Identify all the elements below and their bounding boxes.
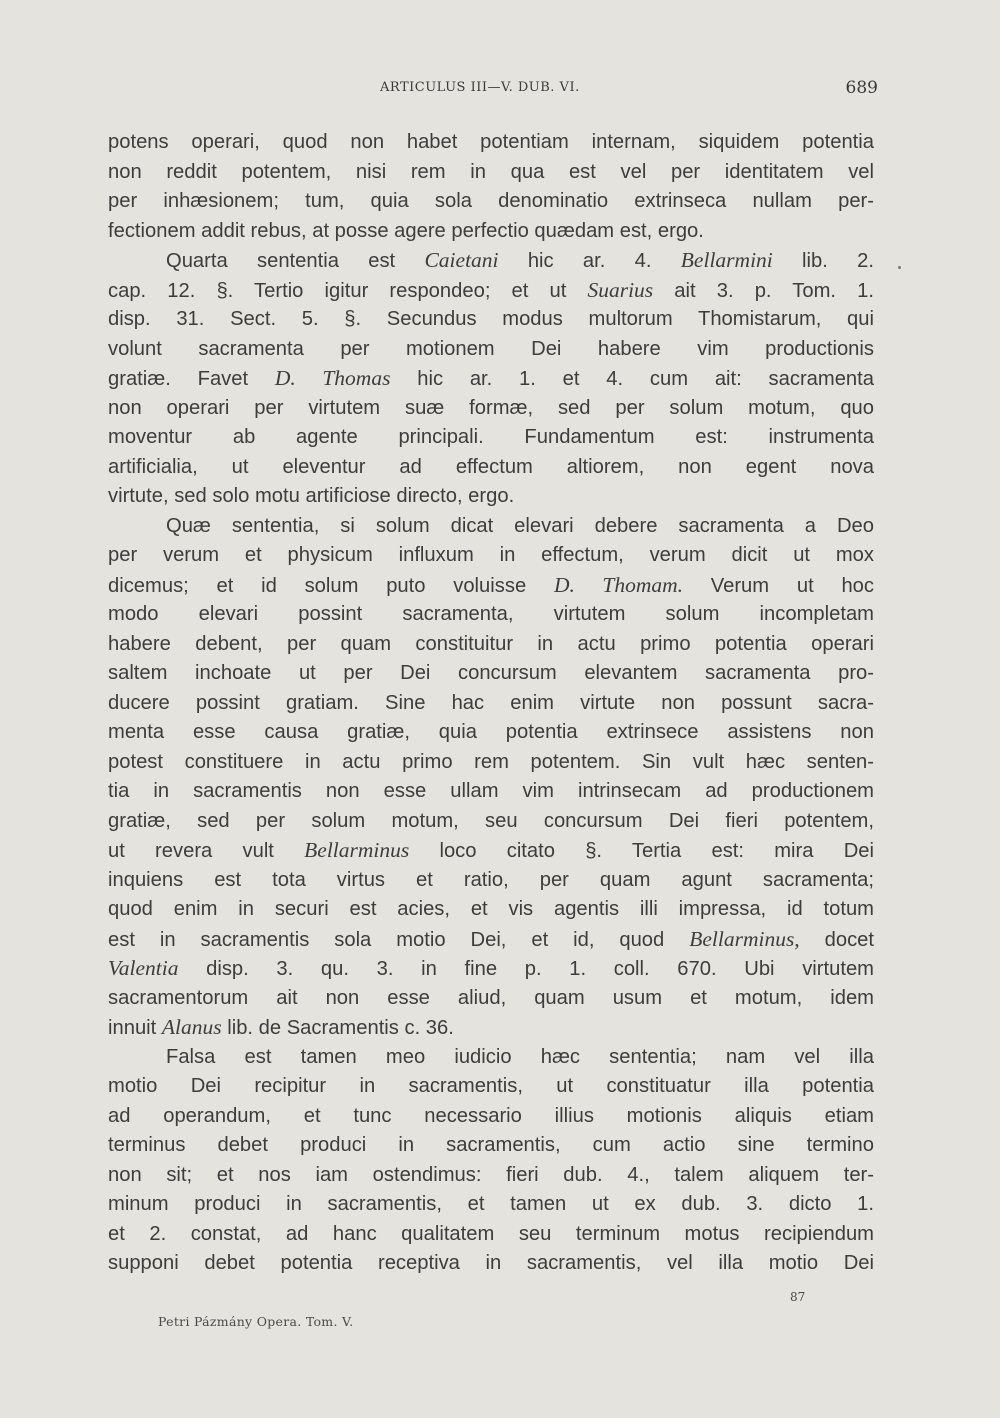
text-line [108, 866, 874, 896]
text-segment: terminus debet produci in sacramentis, cum actio sine termino [108, 1134, 874, 1156]
text-segment: saltem inchoate ut per Dei concursum elevantem sacramenta pro- [108, 662, 874, 684]
text-line [108, 158, 874, 188]
text-line [108, 630, 874, 660]
text-segment: innuit [108, 1017, 162, 1039]
text-segment: motio Dei recipitur in sacramentis, ut constituatur illa potentia [108, 1075, 874, 1097]
text-segment: docet [799, 928, 875, 951]
text-line [108, 541, 874, 571]
italic-name: Suarius [587, 277, 654, 302]
text-line [108, 748, 874, 778]
text-segment: Quarta sententia est [166, 250, 425, 272]
text-line [108, 187, 874, 217]
text-line [108, 895, 874, 925]
body-text [108, 128, 874, 1279]
text-segment: artificialia, ut eleventur ad effectum altiorem, non egent nova [108, 455, 874, 478]
text-segment: ait 3. p. Tom. 1. [653, 279, 874, 302]
text-line [108, 659, 874, 689]
italic-name: D. Thomam. [553, 572, 683, 597]
text-segment: non operari per virtutem suæ formæ, sed per solum motum, quo [108, 396, 874, 419]
text-segment: Falsa est tamen meo iudicio hæc sententia; nam vel illa [166, 1045, 874, 1068]
text-line [108, 512, 874, 542]
work-title: Petri Pázmány Opera. Tom. V. [158, 1314, 354, 1329]
text-segment: tia in sacramentis non esse ullam vim intrinsecam ad productionem [108, 780, 874, 802]
text-segment: hic ar. 4. [498, 250, 681, 272]
text-segment: fectionem addit rebus, at posse agere perfectio quædam est, ergo. [108, 219, 704, 242]
text-line [108, 600, 874, 630]
text-segment: modo elevari possint sacramenta, virtutem solum incompletam [108, 603, 874, 625]
text-segment: per inhæsionem; tum, quia sola denominatio extrinseca nullam per- [108, 190, 874, 212]
text-line [108, 1072, 874, 1102]
italic-name: Alanus [161, 1015, 222, 1039]
text-line [108, 1249, 874, 1279]
text-segment: menta esse causa gratiæ, quia potentia extrinsece assistens non [108, 721, 874, 743]
signature-mark: 87 [790, 1290, 806, 1304]
text-line [108, 836, 874, 866]
text-line [108, 1043, 874, 1073]
text-segment: ad operandum, et tunc necessario illius motionis aliquis etiam [108, 1104, 874, 1127]
text-segment: dicemus; et id solum puto voluisse [108, 574, 554, 597]
text-segment: inquiens est tota virtus et ratio, per quam agunt sacramenta; [108, 868, 874, 891]
text-segment: volunt sacramenta per motionem Dei habere vim productionis [108, 337, 874, 360]
text-line [108, 777, 874, 807]
text-segment: per verum et physicum influxum in effectum, verum dicit ut mox [108, 544, 874, 566]
text-segment: ut revera vult [108, 840, 305, 862]
text-line [108, 1102, 874, 1132]
text-segment: est in sacramentis sola motio Dei, et id, quod [108, 928, 690, 951]
italic-name: Bellarmini [680, 248, 773, 272]
margin-speck [898, 266, 901, 269]
page-footer [0, 1290, 1000, 1350]
text-line [108, 364, 874, 394]
text-segment: minum produci in sacramentis, et tamen ut ex dub. 3. dicto 1. [108, 1193, 874, 1215]
text-line [108, 335, 874, 365]
text-segment: ducere possint gratiam. Sine hac enim virtute non possunt sacra- [108, 691, 874, 714]
italic-name: Bellarminus, [689, 926, 800, 951]
text-segment: lib. de Sacramentis c. 36. [221, 1017, 454, 1039]
text-segment: Quæ sententia, si solum dicat elevari debere sacramenta a Deo [166, 514, 874, 537]
running-title: ARTICULUS III—V. DUB. VI. [380, 80, 580, 95]
text-segment: virtute, sed solo motu artificiose directo, ergo. [108, 485, 515, 507]
text-segment: lib. 2. [772, 250, 874, 272]
text-line [108, 689, 874, 719]
text-line [108, 1220, 874, 1250]
text-segment: moventur ab agente principali. Fundamentum est: instrumenta [108, 426, 874, 448]
text-line [108, 453, 874, 483]
running-head [0, 78, 1000, 102]
page-number: 689 [845, 78, 878, 98]
text-line [108, 1161, 874, 1191]
text-line [108, 276, 874, 306]
text-segment: sacramentorum ait non esse aliud, quam usum et motum, idem [108, 986, 874, 1009]
text-line [108, 807, 874, 837]
text-segment: habere debent, per quam constituitur in actu primo potentia operari [108, 632, 874, 655]
text-segment: non sit; et nos iam ostendimus: fieri dub. 4., talem aliquem ter- [108, 1163, 874, 1186]
italic-name: Bellarminus [304, 838, 410, 862]
text-line [108, 1190, 874, 1220]
text-line [108, 394, 874, 424]
text-line [108, 305, 874, 335]
text-line [108, 718, 874, 748]
text-line [108, 954, 874, 984]
text-segment: potens operari, quod non habet potentiam internam, siquidem potentia [108, 131, 874, 153]
italic-name: D. Thomas [274, 366, 391, 390]
text-line [108, 1013, 874, 1043]
text-segment: gratiæ, sed per solum motum, seu concursum Dei fieri potentem, [108, 809, 874, 832]
text-line [108, 482, 874, 512]
text-segment: quod enim in securi est acies, et vis agentis illi impressa, id totum [108, 898, 874, 920]
text-line [108, 1131, 874, 1161]
text-line [108, 217, 874, 247]
text-segment: potest constituere in actu primo rem potentem. Sin vult hæc senten- [108, 750, 874, 773]
text-line [108, 925, 874, 955]
text-segment: gratiæ. Favet [108, 368, 275, 390]
text-segment: et 2. constat, ad hanc qualitatem seu terminum motus recipiendum [108, 1222, 874, 1245]
italic-name: Valentia [108, 956, 179, 980]
text-segment: non reddit potentem, nisi rem in qua est vel per identitatem vel [108, 160, 874, 183]
text-line [108, 423, 874, 453]
text-line [108, 984, 874, 1014]
text-segment: disp. 31. Sect. 5. §. Secundus modus multorum Thomistarum, qui [108, 308, 874, 330]
text-segment: loco citato §. Tertia est: mira Dei [409, 840, 874, 862]
italic-name: Caietani [424, 248, 499, 272]
text-segment: disp. 3. qu. 3. in fine p. 1. coll. 670. Ubi virtutem [178, 958, 874, 980]
text-segment: cap. 12. §. Tertio igitur respondeo; et ut [108, 279, 588, 302]
text-segment: supponi debet potentia receptiva in sacramentis, vel illa motio Dei [108, 1252, 874, 1274]
text-line [108, 571, 874, 601]
text-segment: hic ar. 1. et 4. cum ait: sacramenta [390, 368, 874, 390]
text-line [108, 246, 874, 276]
text-segment: Verum ut hoc [683, 574, 874, 597]
text-line [108, 128, 874, 158]
